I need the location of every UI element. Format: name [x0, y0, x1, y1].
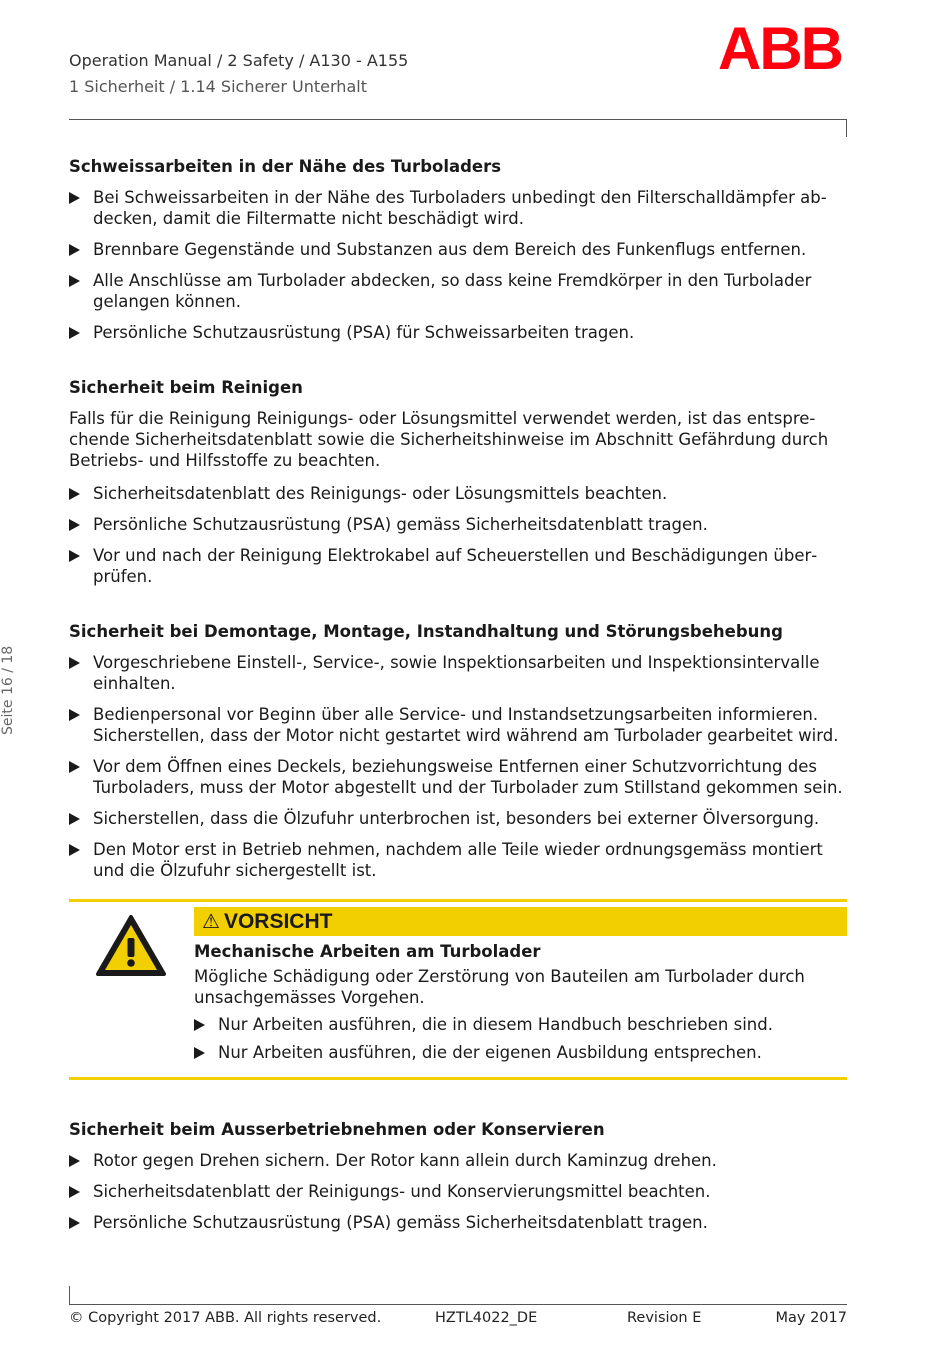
list-item: [69, 239, 847, 260]
triangle-bullet-icon: [69, 657, 80, 669]
list-item: [69, 652, 847, 694]
list-item: [69, 322, 847, 343]
list-item-text: Brennbare Gegenstände und Substanzen aus dem Bereich des Funkenflugs entfernen.: [93, 240, 807, 259]
triangle-bullet-icon: [194, 1019, 205, 1031]
caution-box: [69, 899, 847, 1080]
triangle-bullet-icon: [69, 519, 80, 531]
list-item: [69, 839, 847, 881]
list-item: [69, 187, 847, 229]
list-item-text: Bedienpersonal vor Beginn über alle Service- und Instandsetzungsarbeiten informieren. Sicherstellen, dass der Motor nicht gestartet wird während am Turbolader gearbeitet wird.: [93, 705, 839, 745]
footer-copyright: © Copyright 2017 ABB. All rights reserved.: [69, 1310, 382, 1326]
list-item: [69, 514, 847, 535]
list-item: [69, 1181, 847, 1202]
footer-rule: [69, 1304, 847, 1305]
list-item: [194, 1042, 847, 1063]
footer-rule-tick: [69, 1286, 70, 1304]
list-item: [69, 704, 847, 746]
caution-instruction-list: [194, 1014, 847, 1063]
section-title: Schweissarbeiten in der Nähe des Turboladers: [69, 157, 502, 176]
list-item-text: Alle Anschlüsse am Turbolader abdecken, so dass keine Fremdkörper in den Turbolader gelangen können.: [93, 271, 812, 311]
list-item-text: Persönliche Schutzausrüstung (PSA) für Schweissarbeiten tragen.: [93, 323, 635, 342]
section-cleaning: [69, 376, 847, 587]
caution-signal-band: [194, 907, 847, 936]
section-title: Sicherheit beim Reinigen: [69, 378, 303, 397]
list-item-text: Vorgeschriebene Einstell-, Service-, sowie Inspektionsarbeiten und Inspektionsintervalle einhalten.: [93, 653, 820, 693]
caution-text: Mögliche Schädigung oder Zerstörung von Bauteilen am Turbolader durch unsachgemässes Vorgehen.: [194, 967, 805, 1007]
section-title: Sicherheit beim Ausserbetriebnehmen oder Konservieren: [69, 1120, 605, 1139]
instruction-list: [69, 187, 847, 343]
caution-title: Mechanische Arbeiten am Turbolader: [194, 942, 541, 961]
list-item-text: Persönliche Schutzausrüstung (PSA) gemäss Sicherheitsdatenblatt tragen.: [93, 515, 708, 534]
section-paragraph: Falls für die Reinigung Reinigungs- oder Lösungsmittel verwendet werden, ist das entsprechende Sicherheitsdatenblatt sowie die Sicherheitshinweise im Abschnitt Gefährdung durch Betriebs- und Hilfsstoffe zu beachten.: [69, 409, 829, 470]
triangle-bullet-icon: [69, 275, 80, 287]
footer-date: May 2017: [775, 1310, 847, 1326]
signal-word: VORSICHT: [223, 909, 333, 933]
abb-logo: [712, 20, 848, 72]
instruction-list: [69, 652, 847, 881]
list-item-text: Vor und nach der Reinigung Elektrokabel auf Scheuerstellen und Beschädigungen überprüfen.: [93, 546, 818, 586]
list-item-text: Sicherheitsdatenblatt der Reinigungs- und Konservierungsmittel beachten.: [93, 1182, 711, 1201]
small-warning-icon: ⚠: [202, 911, 220, 933]
triangle-bullet-icon: [69, 488, 80, 500]
header-rule-tick: [846, 119, 847, 137]
triangle-bullet-icon: [69, 327, 80, 339]
warning-triangle-icon: [95, 914, 167, 978]
triangle-bullet-icon: [69, 550, 80, 562]
triangle-bullet-icon: [69, 813, 80, 825]
list-item: [69, 483, 847, 504]
list-item-text: Den Motor erst in Betrieb nehmen, nachdem alle Teile wieder ordnungsgemäss montiert und die Ölzufuhr sichergestellt ist.: [93, 840, 823, 880]
footer-revision: Revision E: [627, 1310, 702, 1326]
caution-body: [194, 907, 847, 1063]
list-item: [69, 270, 847, 312]
list-item-text: Persönliche Schutzausrüstung (PSA) gemäss Sicherheitsdatenblatt tragen.: [93, 1213, 708, 1232]
abb-logo-text: ABB: [718, 20, 842, 72]
footer-doc-id: HZTL4022_DE: [435, 1310, 538, 1326]
list-item-text: Nur Arbeiten ausführen, die der eigenen Ausbildung entsprechen.: [218, 1043, 762, 1062]
list-item: [194, 1014, 847, 1035]
list-item-text: Bei Schweissarbeiten in der Nähe des Turboladers unbedingt den Filterschalldämpfer abdecken, damit die Filtermatte nicht beschädigt wird.: [93, 188, 827, 228]
header-rule: [69, 119, 847, 120]
list-item: [69, 1150, 847, 1171]
instruction-list: [69, 483, 847, 587]
document-path: Operation Manual / 2 Safety / A130 - A155: [69, 51, 409, 70]
list-item: [69, 1212, 847, 1233]
triangle-bullet-icon: [69, 761, 80, 773]
list-item: [69, 545, 847, 587]
side-page-number: Seite 16 / 18: [0, 645, 16, 735]
triangle-bullet-icon: [69, 1217, 80, 1229]
list-item-text: Vor dem Öffnen eines Deckels, beziehungsweise Entfernen einer Schutzvorrichtung des Turboladers, muss der Motor abgestellt und der Turbolader zum Stillstand gekommen sein.: [93, 757, 843, 797]
list-item: [69, 808, 847, 829]
triangle-bullet-icon: [194, 1047, 205, 1059]
triangle-bullet-icon: [69, 709, 80, 721]
page-content: [69, 155, 847, 1266]
triangle-bullet-icon: [69, 192, 80, 204]
list-item-text: Sicherheitsdatenblatt des Reinigungs- oder Lösungsmittels beachten.: [93, 484, 668, 503]
section-decommissioning: [69, 1118, 847, 1233]
list-item: [69, 756, 847, 798]
triangle-bullet-icon: [69, 844, 80, 856]
list-item-text: Sicherstellen, dass die Ölzufuhr unterbrochen ist, besonders bei externer Ölversorgung.: [93, 809, 820, 828]
instruction-list: [69, 1150, 847, 1233]
section-welding: [69, 155, 847, 343]
section-title: Sicherheit bei Demontage, Montage, Instandhaltung und Störungsbehebung: [69, 622, 783, 641]
section-maintenance: [69, 620, 847, 881]
list-item-text: Nur Arbeiten ausführen, die in diesem Handbuch beschrieben sind.: [218, 1015, 773, 1034]
list-item-text: Rotor gegen Drehen sichern. Der Rotor kann allein durch Kaminzug drehen.: [93, 1151, 717, 1170]
triangle-bullet-icon: [69, 1186, 80, 1198]
triangle-bullet-icon: [69, 1155, 80, 1167]
triangle-bullet-icon: [69, 244, 80, 256]
section-path: 1 Sicherheit / 1.14 Sicherer Unterhalt: [69, 77, 367, 96]
